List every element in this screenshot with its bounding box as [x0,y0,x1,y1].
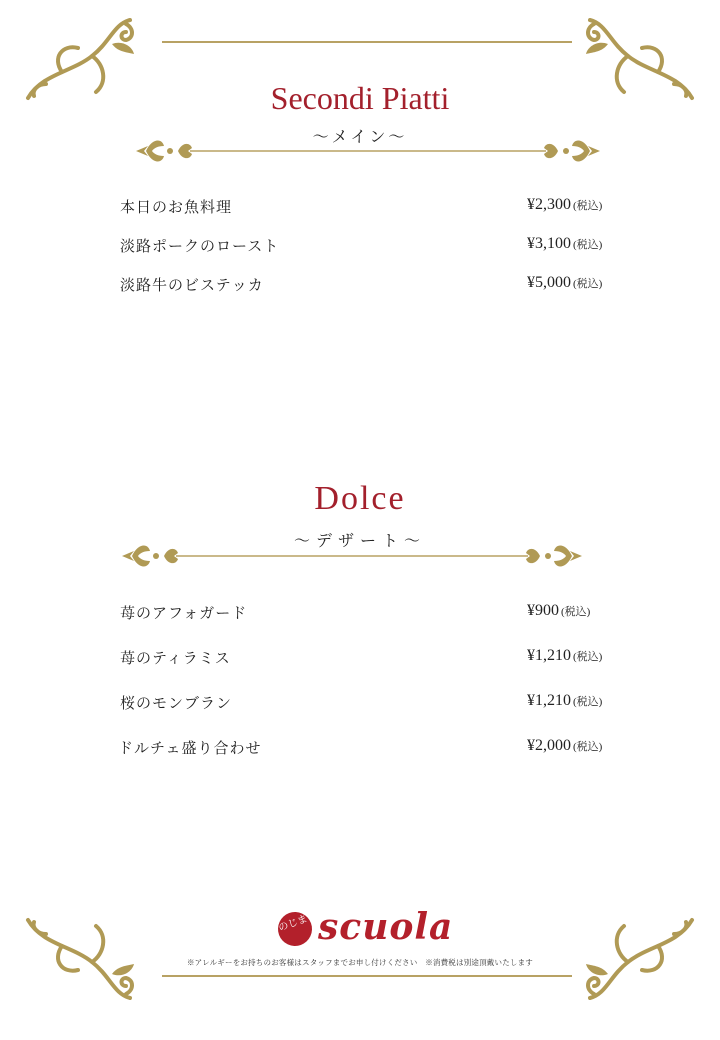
section-subtitle-main: 〜メイン〜 [312,127,408,146]
menu-item-price: ¥1,210 (税込) [527,692,603,709]
section-subtitle-dessert: 〜デザート〜 [293,531,426,550]
fleur-divider-icon [134,134,602,168]
section-title-dolce: Dolce [314,480,406,517]
fleur-divider-icon [120,539,584,573]
menu-item-name: ドルチェ盛り合わせ [118,739,262,757]
menu-item-name: 淡路ポークのロースト [120,237,280,255]
menu-item-price: ¥900 (税込) [527,602,591,619]
footer-note: ※アレルギーをお持ちのお客様はスタッフまでお申し付けください ※消費税は別途頂戴いたします [186,958,533,967]
menu-item-name: 苺のティラミス [120,649,231,667]
bottom-right-flourish-icon [578,912,698,1004]
menu-item-price: ¥1,210 (税込) [527,647,603,664]
bottom-left-flourish-icon [22,912,142,1004]
menu-item-price: ¥2,000 (税込) [527,737,603,754]
menu-item-price: ¥3,100 (税込) [527,235,603,252]
bottom-rule [162,975,572,977]
menu-item-name: 苺のアフォガード [120,604,248,622]
logo-wordmark: scuola [318,906,454,948]
section-title-secondi: Secondi Piatti [270,80,450,116]
menu-item-name: 本日のお魚料理 [120,198,233,216]
menu-item-price: ¥5,000 (税込) [527,274,603,291]
menu-item-name: 淡路牛のビステッカ [120,276,264,294]
menu-item-price: ¥2,300 (税込) [527,196,603,213]
top-rule [162,41,572,43]
logo-badge: のじま [273,907,317,951]
menu-item-name: 桜のモンブラン [120,694,233,712]
